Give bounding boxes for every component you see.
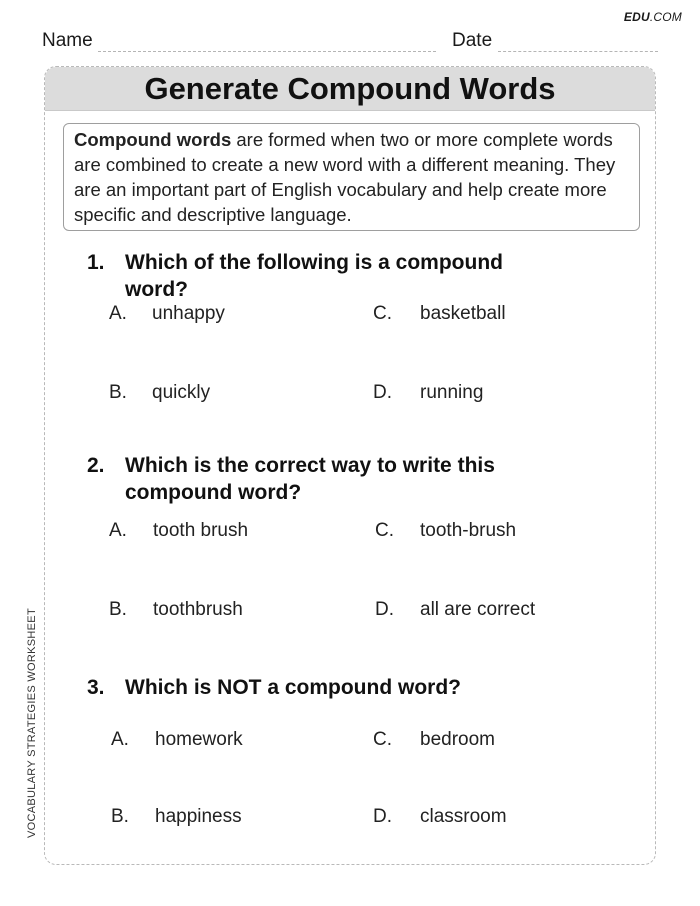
option-3d[interactable]: D. classroom <box>373 806 507 827</box>
name-date-row <box>42 30 658 54</box>
worksheet-card <box>44 66 656 865</box>
option-3c[interactable]: C. bedroom <box>373 729 495 750</box>
date-blank-line <box>498 51 658 52</box>
side-label: VOCABULARY STRATEGIES WORKSHEET <box>26 608 38 838</box>
option-3a[interactable]: A. homework <box>111 729 243 750</box>
question-text: Which is the correct way to write this compound word? <box>125 454 495 504</box>
intro-text: are formed when two or more complete words are combined to create a new word with a different meaning. They are an important part of English vocabulary and help create more specific and descriptive language. <box>74 129 616 225</box>
question-2 <box>87 452 525 506</box>
question-number: 3. <box>87 676 105 699</box>
intro-box <box>63 123 640 231</box>
edu-logo: EDU.COM <box>623 10 682 24</box>
question-3 <box>87 674 565 701</box>
option-1b[interactable]: B. quickly <box>109 382 211 403</box>
question-text: Which is NOT a compound word? <box>125 676 461 699</box>
name-blank-line <box>98 51 436 52</box>
option-2d[interactable]: D. all are correct <box>375 599 536 620</box>
date-label: Date <box>452 30 493 51</box>
question-number: 2. <box>87 454 105 477</box>
option-2a[interactable]: A. tooth brush <box>109 520 249 541</box>
option-1d[interactable]: D. running <box>373 382 484 403</box>
title-bar <box>45 67 655 111</box>
question-1 <box>87 249 565 303</box>
option-2b[interactable]: B. toothbrush <box>109 599 243 620</box>
question-text: Which of the following is a compound word? <box>125 251 503 301</box>
option-2c[interactable]: C. tooth-brush <box>375 520 517 541</box>
worksheet-title: Generate Compound Words <box>144 71 556 106</box>
question-number: 1. <box>87 251 105 274</box>
option-1c[interactable]: C. basketball <box>373 303 506 324</box>
name-label: Name <box>42 30 93 51</box>
option-3b[interactable]: B. happiness <box>111 806 242 827</box>
intro-bold-term: Compound words <box>74 129 232 150</box>
option-1a[interactable]: A. unhappy <box>109 303 225 324</box>
